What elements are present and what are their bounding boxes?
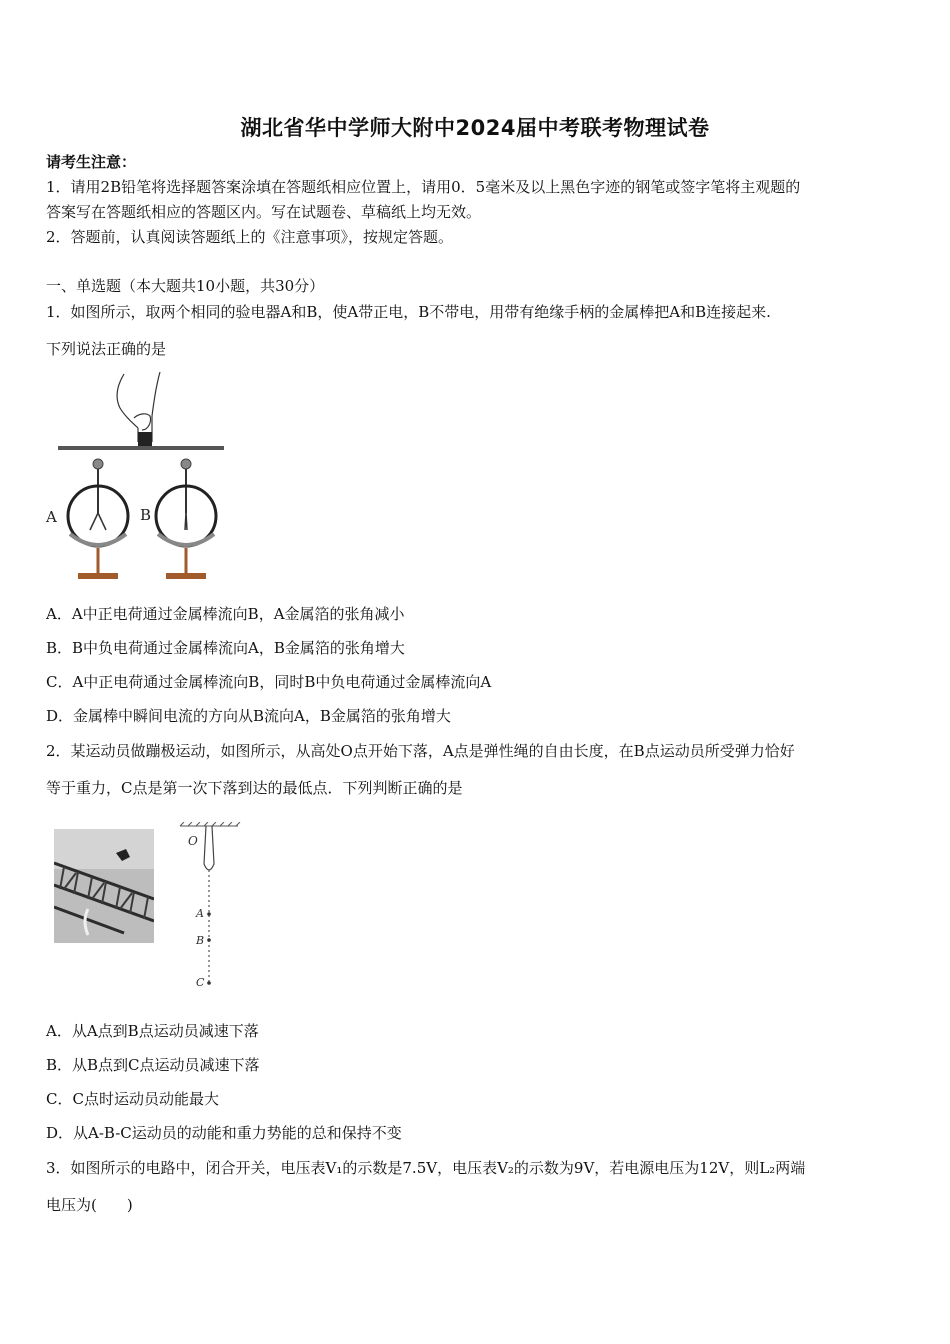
- q2-option-c: C．C点时运动员动能最大: [46, 1090, 219, 1108]
- q2-option-a: A．从A点到B点运动员减速下落: [46, 1022, 259, 1040]
- q1-option-d: D．金属棒中瞬间电流的方向从B流向A，B金属箔的张角增大: [46, 707, 451, 725]
- q1-stem-line-1: 1．如图所示，取两个相同的验电器A和B，使A带正电，B不带电，用带有绝缘手柄的金属棒把A和B连接起来.: [46, 303, 771, 321]
- electroscope-a: [68, 459, 128, 579]
- notice-item-1-line-2: 答案写在答题纸相应的答题区内。写在试题卷、草稿纸上均无效。: [46, 203, 482, 221]
- q1-stem-line-2: 下列说法正确的是: [46, 340, 167, 358]
- notice-item-2: 2．答题前，认真阅读答题纸上的《注意事项》，按规定答题。: [46, 228, 454, 246]
- q1-option-b: B．B中负电荷通过金属棒流向A，B金属箔的张角增大: [46, 639, 405, 657]
- page-title: 湖北省华中学师大附中2024届中考联考物理试卷: [240, 116, 710, 140]
- q1-electroscope-figure: [42, 368, 232, 586]
- q2-option-d: D．从A-B-C运动员的动能和重力势能的总和保持不变: [46, 1124, 402, 1142]
- notice-heading: 请考生注意：: [46, 153, 137, 171]
- elastic-rope: [204, 826, 214, 870]
- q2-bungee-photo: [54, 829, 154, 943]
- point-c-label: C: [196, 976, 205, 989]
- q2-stem-line-1: 2．某运动员做蹦极运动，如图所示，从高处O点开始下落，A点是弹性绳的自由长度，在B点运动员所受弹力恰好: [46, 742, 795, 760]
- q2-option-b: B．从B点到C点运动员减速下落: [46, 1056, 260, 1074]
- q3-stem-line-2: 电压为( ): [46, 1196, 133, 1214]
- q1-option-a: A．A中正电荷通过金属棒流向B，A金属箔的张角减小: [46, 605, 405, 623]
- point-b-label: B: [196, 934, 205, 947]
- q2-stem-line-2: 等于重力，C点是第一次下落到达的最低点．下列判断正确的是: [46, 779, 463, 797]
- metal-rod: [58, 446, 224, 450]
- label-b: B: [140, 506, 152, 524]
- insulating-handle: [138, 432, 152, 446]
- point-o-label: O: [188, 834, 198, 848]
- q3-stem-line-1: 3．如图所示的电路中，闭合开关，电压表V₁的示数是7.5V，电压表V₂的示数为9V，若电源电压为12V，则L₂两端: [46, 1159, 806, 1177]
- section-heading: 一、单选题（本大题共10小题，共30分）: [46, 277, 325, 295]
- hand-icon: [117, 372, 160, 442]
- point-a-label: A: [196, 907, 204, 920]
- q2-fall-diagram: [176, 822, 246, 994]
- electroscope-b: [156, 459, 216, 579]
- q1-option-c: C．A中正电荷通过金属棒流向B，同时B中负电荷通过金属棒流向A: [46, 673, 492, 691]
- notice-item-1-line-1: 1．请用2B铅笔将选择题答案涂填在答题纸相应位置上，请用0．5毫米及以上黑色字迹的钢笔或签字笔将主观题的: [46, 178, 801, 196]
- label-a: A: [46, 508, 57, 526]
